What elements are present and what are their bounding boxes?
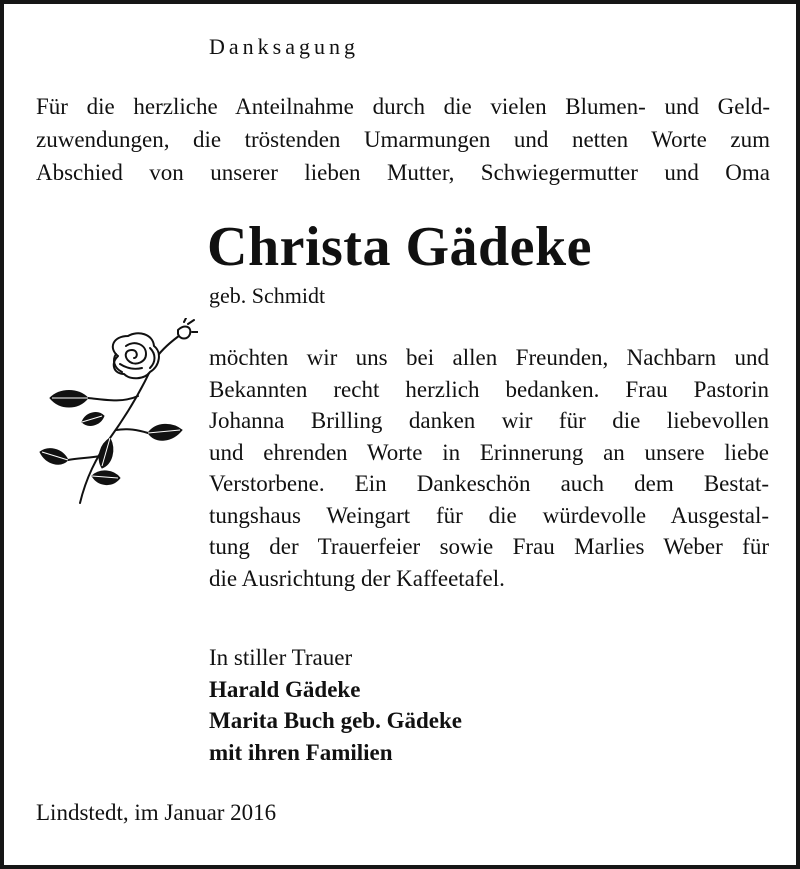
intro-line: zuwendungen, die tröstenden Umarmungen und netten Worte zum bbox=[36, 127, 770, 152]
body-line: die Ausrichtung der Kaffeetafel. bbox=[209, 565, 505, 591]
notice-heading: Danksagung bbox=[209, 34, 359, 59]
body-line: und ehrenden Worte in Erinnerung an unsere liebe bbox=[209, 439, 769, 465]
signature-block bbox=[209, 642, 462, 768]
birth-name: geb. Schmidt bbox=[209, 283, 326, 308]
body-line: Verstorbene. Ein Dankeschön auch dem Bestat- bbox=[209, 471, 769, 496]
place-date: Lindstedt, im Januar 2016 bbox=[36, 800, 277, 825]
thanks-paragraph bbox=[209, 342, 769, 594]
intro-line: Für die herzliche Anteilnahme durch die vielen Blumen- und Geld- bbox=[36, 94, 770, 119]
mourning-phrase: In stiller Trauer bbox=[209, 645, 353, 670]
signatory: Harald Gädeke bbox=[209, 676, 361, 702]
body-line: möchten wir uns bei allen Freunden, Nachbarn und bbox=[209, 345, 769, 370]
rose-icon bbox=[38, 318, 198, 508]
body-line: Bekannten recht herzlich bedanken. Frau Pastorin bbox=[209, 376, 769, 402]
deceased-name: Christa Gädeke bbox=[207, 216, 592, 278]
signatory: Marita Buch geb. Gädeke bbox=[209, 708, 462, 733]
body-line: tung der Trauerfeier sowie Frau Marlies Weber für bbox=[209, 534, 769, 559]
intro-line: Abschied von unserer lieben Mutter, Schwiegermutter und Oma bbox=[36, 160, 770, 185]
intro-paragraph bbox=[36, 90, 770, 189]
signatory: mit ihren Familien bbox=[209, 739, 393, 765]
body-line: tungshaus Weingart für die würdevolle Ausgestal- bbox=[209, 502, 769, 528]
body-line: Johanna Brilling danken wir für die liebevollen bbox=[209, 408, 769, 433]
